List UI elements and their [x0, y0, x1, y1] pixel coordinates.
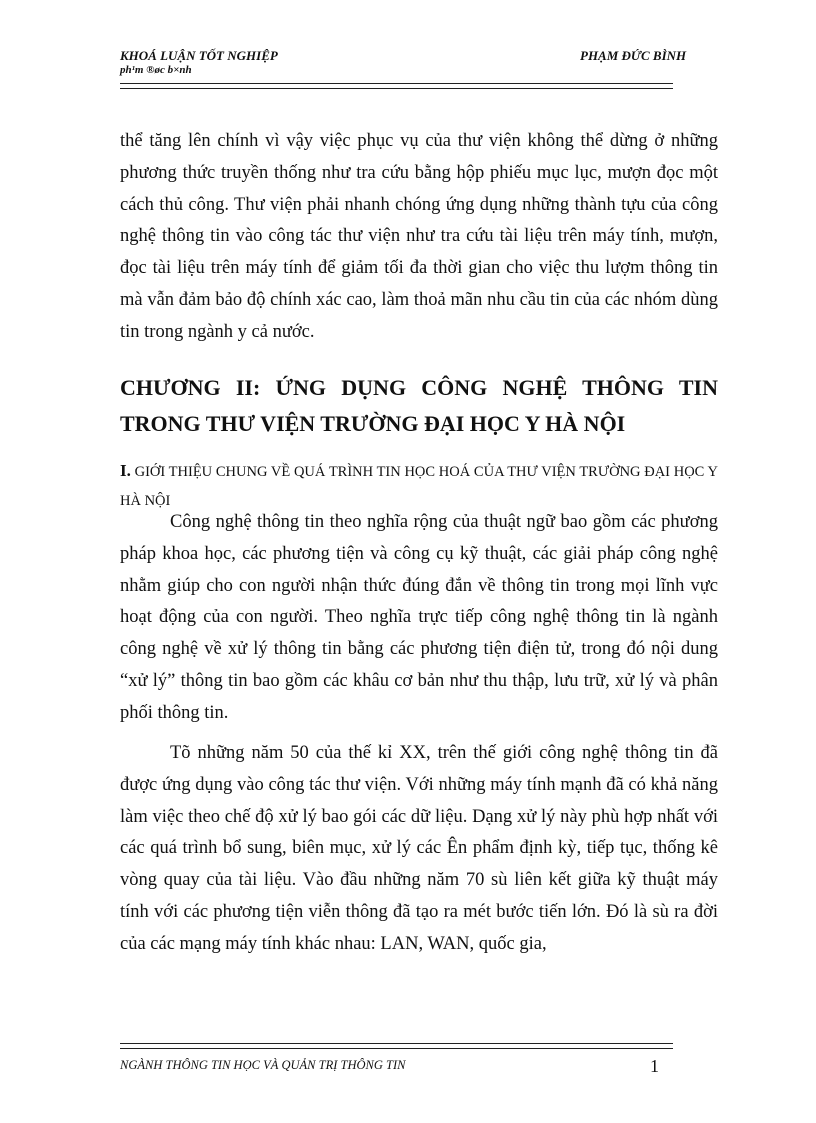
- intro-paragraph: thể tăng lên chính vì vậy việc phục vụ của thư viện không thể dừng ở những phương thức truyền thống như tra cứu bằng hộp phiếu mục lục, mượn đọc một cách thủ công. Thư viện phải nhanh chóng ứng dụng những thành tựu của công nghệ thông tin vào công tác thư viện như tra cứu tài liệu trên máy tính, mượn, đọc tài liệu trên máy tính để giảm tối đa thời gian cho việc thu lượm thông tin mà vẫn đảm bảo độ chính xác cao, làm thoả mãn nhu cầu tin của các nhóm dùng tin trong ngành y cả nước.: [120, 131, 718, 342]
- intro-paragraph-block: [120, 126, 718, 349]
- header-divider: [120, 83, 673, 89]
- paragraph-2-block: [120, 738, 718, 961]
- section-title: GIỚI THIỆU CHUNG VỀ QUÁ TRÌNH TIN HỌC HOÁ CỦA THƯ VIỆN TRƯỜNG ĐẠI HỌC Y HÀ NỘI: [120, 464, 719, 509]
- paragraph-1: Công nghệ thông tin theo nghĩa rộng của thuật ngữ bao gồm các phương pháp khoa học, các phương tiện và công cụ kỹ thuật, các giải pháp công nghệ nhằm giúp cho con người nhận thức đúng đắn về thông tin trong mọi lĩnh vực hoạt động của con người. Theo nghĩa trực tiếp công nghệ thông tin là ngành công nghệ về xử lý thông tin bằng các phương tiện điện tử, trong đó nội dung “xử lý” thông tin bao gồm các khâu cơ bản như thu thập, lưu trữ, xử lý và phân phối thông tin.: [120, 512, 718, 723]
- paragraph-2: Tõ những năm 50 của thế kỉ XX, trên thế giới công nghệ thông tin đã được ứng dụng vào công tác thư viện. Với những máy tính mạnh đã có khả năng làm việc theo chế độ xử lý bao gói các dữ liệu. Dạng xử lý này phù hợp nhất với các quá trình bổ sung, biên mục, xử lý các Ên phẩm định kỳ, tiếp tục, thống kê vòng quay của tài liệu. Vào đầu những năm 70 sù liên kết giữa kỹ thuật máy tính với các phương tiện viễn thông đã tạo ra mét bước tiến lớn. Đó là sù ra đời của các mạng máy tính khác nhau: LAN, WAN, quốc gia,: [120, 743, 718, 954]
- section-number: I.: [120, 461, 131, 480]
- footer-divider: [120, 1043, 673, 1049]
- header-subtitle: ph¹m ®øc b×nh: [120, 64, 192, 76]
- chapter-heading: CHƯƠNG II: ỨNG DỤNG CÔNG NGHỆ THÔNG TIN TRONG THƯ VIỆN TRƯỜNG ĐẠI HỌC Y HÀ NỘI: [120, 375, 718, 436]
- page-number: 1: [650, 1056, 659, 1076]
- footer-department: NGÀNH THÔNG TIN HỌC VÀ QUẢN TRỊ THÔNG TIN: [120, 1058, 406, 1072]
- header-thesis-title: KHOÁ LUẬN TỐT NGHIỆP: [120, 48, 278, 63]
- paragraph-1-block: [120, 507, 718, 730]
- header-author: PHẠM ĐỨC BÌNH: [580, 48, 687, 63]
